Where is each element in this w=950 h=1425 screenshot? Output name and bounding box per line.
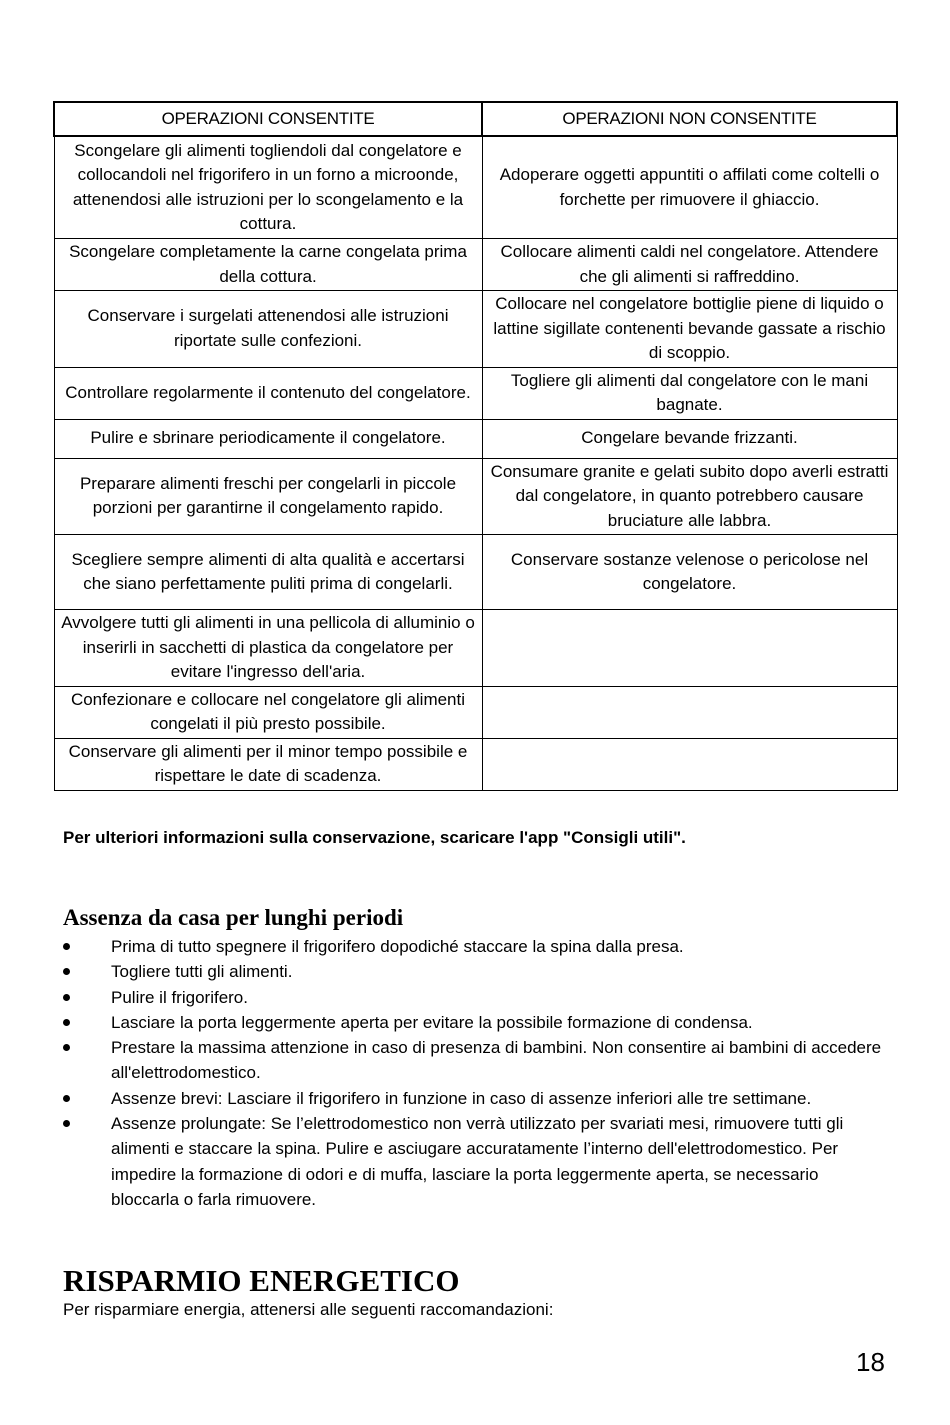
energy-intro-text: Per risparmiare energia, attenersi alle seguenti raccomandazioni: <box>63 1300 554 1319</box>
list-item <box>63 959 883 984</box>
header-not-allowed-operations: OPERAZIONI NON CONSENTITE <box>482 102 897 136</box>
not-allowed-cell: Conservare sostanze velenose o pericolose nel congelatore. <box>482 535 897 610</box>
table-row <box>54 686 897 738</box>
table-row <box>54 458 897 535</box>
not-allowed-cell: Consumare granite e gelati subito dopo averli estratti dal congelatore, in quanto potrebbero causare bruciature alle labbra. <box>482 458 897 535</box>
table-row <box>54 610 897 687</box>
not-allowed-cell: Congelare bevande frizzanti. <box>482 419 897 458</box>
allowed-cell: Scegliere sempre alimenti di alta qualità e accertarsi che siano perfettamente puliti prima di congelarli. <box>54 535 482 610</box>
bullet-icon <box>63 1019 70 1026</box>
table-header-row <box>54 102 897 136</box>
not-allowed-cell: Adoperare oggetti appuntiti o affilati come coltelli o forchette per rimuovere il ghiaccio. <box>482 136 897 239</box>
bullet-icon <box>63 943 70 950</box>
list-item-text: Assenze prolungate: Se l’elettrodomestico non verrà utilizzato per svariati mesi, rimuovere tutti gli alimenti e staccare la spina. Pulire e asciugare accuratamente l’interno dell'elettrodomestico. Per impedire la formazione di odori e di muffa, lasciare la porta leggermente aperta, se necessario bloccarla o farla rimuovere. <box>111 1114 844 1209</box>
list-item-text: Prima di tutto spegnere il frigorifero dopodiché staccare la spina dalla presa. <box>111 937 684 956</box>
header-allowed-operations: OPERAZIONI CONSENTITE <box>54 102 482 136</box>
not-allowed-cell: Collocare alimenti caldi nel congelatore. Attendere che gli alimenti si raffreddino. <box>482 239 897 291</box>
list-item <box>63 1035 883 1086</box>
table-row <box>54 419 897 458</box>
list-item-text: Lasciare la porta leggermente aperta per evitare la possibile formazione di condensa. <box>111 1012 753 1032</box>
operations-table-container <box>53 101 896 791</box>
table-row <box>54 239 897 291</box>
allowed-cell: Confezionare e collocare nel congelatore gli alimenti congelati il più presto possibile. <box>54 686 482 738</box>
table-row <box>54 136 897 239</box>
allowed-cell: Conservare gli alimenti per il minor tempo possibile e rispettare le date di scadenza. <box>54 738 482 790</box>
table-row <box>54 367 897 419</box>
table-row <box>54 738 897 790</box>
list-item <box>63 1086 883 1111</box>
energy-section-title: RISPARMIO ENERGETICO <box>63 1263 460 1298</box>
list-item <box>63 1010 883 1035</box>
list-item-text: Prestare la massima attenzione in caso di presenza di bambini. Non consentire ai bambini di accedere all'elettrodomestico. <box>111 1038 882 1083</box>
bullet-icon <box>63 994 70 1001</box>
table-row <box>54 535 897 610</box>
allowed-cell: Scongelare gli alimenti togliendoli dal congelatore e collocandoli nel frigorifero in un forno a microonde, attenendosi alle istruzioni per lo scongelamento e la cottura. <box>54 136 482 239</box>
info-note: Per ulteriori informazioni sulla conservazione, scaricare l'app "Consigli utili". <box>63 828 686 847</box>
list-item-text: Pulire il frigorifero. <box>111 987 248 1007</box>
allowed-cell: Pulire e sbrinare periodicamente il congelatore. <box>54 419 482 458</box>
operations-table <box>53 101 898 791</box>
page-number: 18 <box>856 1347 885 1377</box>
list-item <box>63 1111 883 1212</box>
bullet-icon <box>63 1044 70 1051</box>
list-item <box>63 985 883 1010</box>
not-allowed-cell: Collocare nel congelatore bottiglie piene di liquido o lattine sigillate contenenti bevande gassate a rischio di scoppio. <box>482 291 897 368</box>
list-item-text: Togliere tutti gli alimenti. <box>111 962 293 982</box>
absence-bullet-list <box>63 934 883 1212</box>
not-allowed-cell <box>482 610 897 687</box>
allowed-cell: Avvolgere tutti gli alimenti in una pellicola di alluminio o inserirli in sacchetti di plastica da congelatore per evitare l'ingresso dell'aria. <box>54 610 482 687</box>
list-item <box>63 934 883 959</box>
allowed-cell: Scongelare completamente la carne congelata prima della cottura. <box>54 239 482 291</box>
absence-section-title: Assenza da casa per lunghi periodi <box>63 905 404 930</box>
bullet-icon <box>63 968 70 975</box>
allowed-cell: Conservare i surgelati attenendosi alle istruzioni riportate sulle confezioni. <box>54 291 482 368</box>
not-allowed-cell: Togliere gli alimenti dal congelatore con le mani bagnate. <box>482 367 897 419</box>
list-item-text: Assenze brevi: Lasciare il frigorifero in funzione in caso di assenze inferiori alle tre settimane. <box>111 1088 812 1108</box>
bullet-icon <box>63 1095 70 1102</box>
allowed-cell: Controllare regolarmente il contenuto del congelatore. <box>54 367 482 419</box>
allowed-cell: Preparare alimenti freschi per congelarli in piccole porzioni per garantirne il congelamento rapido. <box>54 458 482 535</box>
table-row <box>54 291 897 368</box>
bullet-icon <box>63 1120 70 1127</box>
not-allowed-cell <box>482 738 897 790</box>
not-allowed-cell <box>482 686 897 738</box>
